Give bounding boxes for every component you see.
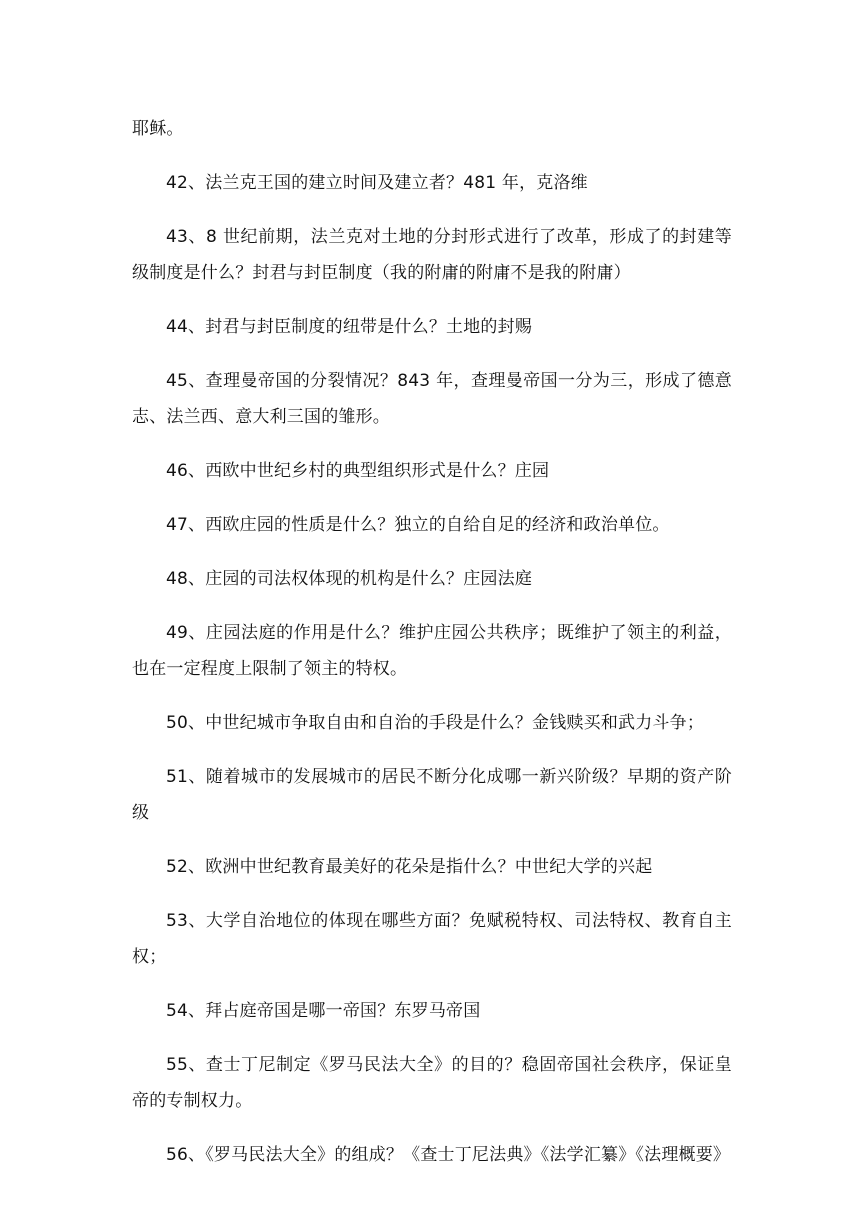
paragraph-q48: 48、庄园的司法权体现的机构是什么？庄园法庭 (166, 569, 533, 589)
paragraph-q44: 44、封君与封臣制度的纽带是什么？土地的封赐 (166, 317, 533, 337)
paragraph-q53: 53、大学自治地位的体现在哪些方面？免赋税特权、司法特权、教育自主权； (132, 911, 732, 967)
paragraph-q54: 54、拜占庭帝国是哪一帝国？东罗马帝国 (166, 1001, 481, 1021)
paragraph-q50: 50、中世纪城市争取自由和自治的手段是什么？金钱赎买和武力斗争； (166, 713, 705, 733)
paragraph-q52: 52、欧洲中世纪教育最美好的花朵是指什么？中世纪大学的兴起 (166, 857, 653, 877)
paragraph-q46: 46、西欧中世纪乡村的典型组织形式是什么？庄园 (166, 461, 550, 481)
paragraph-q55: 55、查士丁尼制定《罗马民法大全》的目的？稳固帝国社会秩序，保证皇帝的专制权力。 (132, 1055, 732, 1111)
paragraph-q45: 45、查理曼帝国的分裂情况？843 年，查理曼帝国一分为三，形成了德意志、法兰西、意大利三国的雏形。 (132, 371, 732, 427)
document-body (132, 111, 732, 1191)
paragraph-q47: 47、西欧庄园的性质是什么？独立的自给自足的经济和政治单位。 (166, 515, 670, 535)
paragraph-q51: 51、随着城市的发展城市的居民不断分化成哪一新兴阶级？早期的资产阶级 (132, 767, 732, 823)
paragraph-q49: 49、庄园法庭的作用是什么？维护庄园公共秩序；既维护了领主的利益，也在一定程度上限制了领主的特权。 (132, 623, 732, 679)
paragraph-q43: 43、8 世纪前期，法兰克对土地的分封形式进行了改革，形成了的封建等级制度是什么？封君与封臣制度（我的附庸的附庸不是我的附庸） (132, 227, 732, 283)
paragraph: 耶稣。 (132, 119, 184, 139)
paragraph-q42: 42、法兰克王国的建立时间及建立者？481 年，克洛维 (166, 173, 588, 193)
paragraph-q56: 56、《罗马民法大全》的组成？《查士丁尼法典》《法学汇纂》《法理概要》 (166, 1145, 731, 1165)
